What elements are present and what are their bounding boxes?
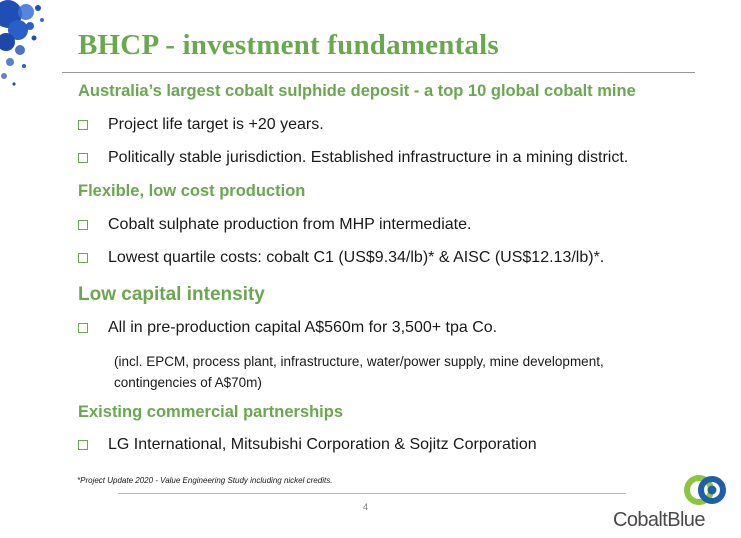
bullet-item bbox=[78, 216, 471, 234]
bullet-text: Cobalt sulphate production from MHP intermediate. bbox=[108, 216, 472, 233]
title-divider bbox=[62, 72, 695, 73]
checkbox-bullet-icon bbox=[78, 323, 88, 333]
bullet-item bbox=[78, 249, 604, 267]
bullet-item bbox=[78, 319, 497, 337]
bullet-text: LG International, Mitsubishi Corporation & Sojitz Corporation bbox=[108, 436, 537, 453]
section-heading-capital: Low capital intensity bbox=[78, 284, 265, 305]
checkbox-bullet-icon bbox=[78, 220, 88, 230]
slide-title: BHCP - investment fundamentals bbox=[78, 29, 499, 61]
bullet-item bbox=[78, 149, 628, 167]
company-logo-text: CobaltBlue bbox=[613, 509, 705, 531]
capital-note bbox=[114, 351, 604, 393]
bullet-text: Lowest quartile costs: cobalt C1 (US$9.34/lb)* & AISC (US$12.13/lb)*. bbox=[108, 249, 605, 266]
section-heading-deposit: Australia’s largest cobalt sulphide deposit - a top 10 global cobalt mine bbox=[78, 82, 636, 100]
bullet-text: All in pre-production capital A$560m for 3,500+ tpa Co. bbox=[108, 319, 498, 336]
bullet-text: Politically stable jurisdiction. Established infrastructure in a mining district. bbox=[108, 149, 629, 166]
paint-splash-icon bbox=[0, 0, 60, 90]
bullet-text: Project life target is +20 years. bbox=[108, 116, 324, 133]
bullet-item bbox=[78, 436, 537, 454]
checkbox-bullet-icon bbox=[78, 120, 88, 130]
footnote: *Project Update 2020 - Value Engineering Study including nickel credits. bbox=[77, 476, 333, 485]
bullet-item bbox=[78, 116, 324, 134]
section-heading-production: Flexible, low cost production bbox=[78, 182, 306, 200]
page-number: 4 bbox=[363, 502, 369, 512]
checkbox-bullet-icon bbox=[78, 153, 88, 163]
checkbox-bullet-icon bbox=[78, 440, 88, 450]
capital-note-line: contingencies of A$70m) bbox=[114, 375, 262, 390]
cobalt-blue-logo-icon bbox=[684, 470, 730, 510]
capital-note-line: (incl. EPCM, process plant, infrastructure, water/power supply, mine development, bbox=[114, 354, 604, 369]
section-heading-partnerships: Existing commercial partnerships bbox=[78, 403, 344, 421]
footer-divider bbox=[118, 493, 626, 494]
checkbox-bullet-icon bbox=[78, 253, 88, 263]
